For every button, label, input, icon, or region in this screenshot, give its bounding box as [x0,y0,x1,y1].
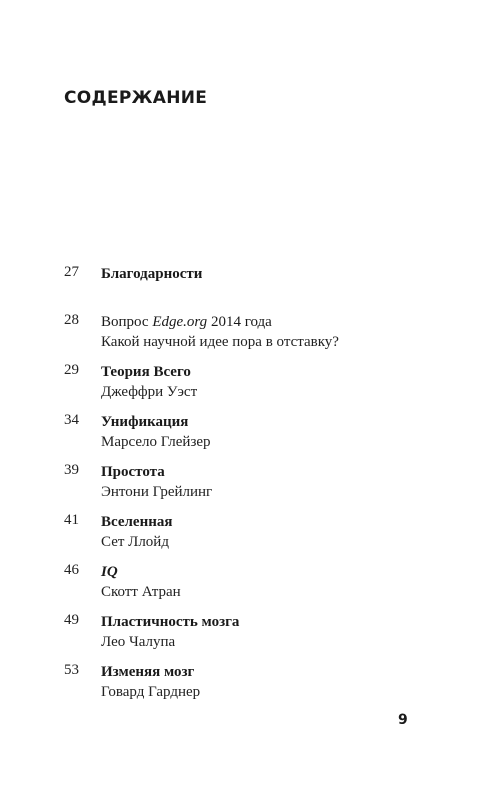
toc-title-italic: Edge.org [152,314,208,330]
toc-entry [64,512,444,552]
toc-author: Марсело Глейзер [101,434,211,450]
toc-author: Энтони Грейлинг [101,484,213,500]
toc-title: Изменяя мозг [101,664,195,680]
toc-author: Скотт Атран [101,584,181,600]
page-number: 9 [398,712,408,728]
toc-title: IQ [101,564,118,580]
toc-text [101,662,200,702]
toc-author: Сет Ллойд [101,534,169,550]
toc-text [101,562,181,602]
toc-text [101,512,172,552]
toc-title-prefix: Вопрос [101,314,153,330]
toc-title: Теория Всего [101,364,191,380]
toc-page-number: 49 [64,612,79,628]
toc-text [101,312,339,352]
toc-subtitle: Какой научной идее пора в отставку? [101,334,339,350]
toc-title: Простота [101,464,165,480]
toc-title [101,312,339,332]
toc-page-number: 39 [64,462,79,478]
toc-entry [64,362,444,402]
toc-entry [64,312,444,352]
contents-heading: СОДЕРЖАНИЕ [64,88,208,108]
toc-entry [64,562,444,602]
toc-entry [64,612,444,652]
toc-title: Унификация [101,414,189,430]
toc-title: Пластичность мозга [101,614,240,630]
toc-page-number: 53 [64,662,79,678]
toc-title: Вселенная [101,514,173,530]
toc-text [101,412,211,452]
toc-entry [64,662,444,702]
toc-text [101,362,197,402]
toc-author: Говард Гарднер [101,684,201,700]
toc-page-number: 27 [64,264,79,280]
toc-entry [64,264,444,284]
toc-entry [64,412,444,452]
toc-page-number: 28 [64,312,79,328]
toc-page-number: 29 [64,362,79,378]
toc-title-suffix: 2014 года [207,314,272,330]
toc-page-number: 34 [64,412,79,428]
toc-text [101,612,239,652]
toc-entry [64,462,444,502]
table-of-contents [64,264,444,712]
toc-text [101,264,202,284]
toc-text [101,462,212,502]
toc-author: Джеффри Уэст [101,384,198,400]
toc-title: Благодарности [101,266,203,282]
toc-author: Лео Чалупа [101,634,176,650]
toc-page-number: 46 [64,562,79,578]
toc-page-number: 41 [64,512,79,528]
